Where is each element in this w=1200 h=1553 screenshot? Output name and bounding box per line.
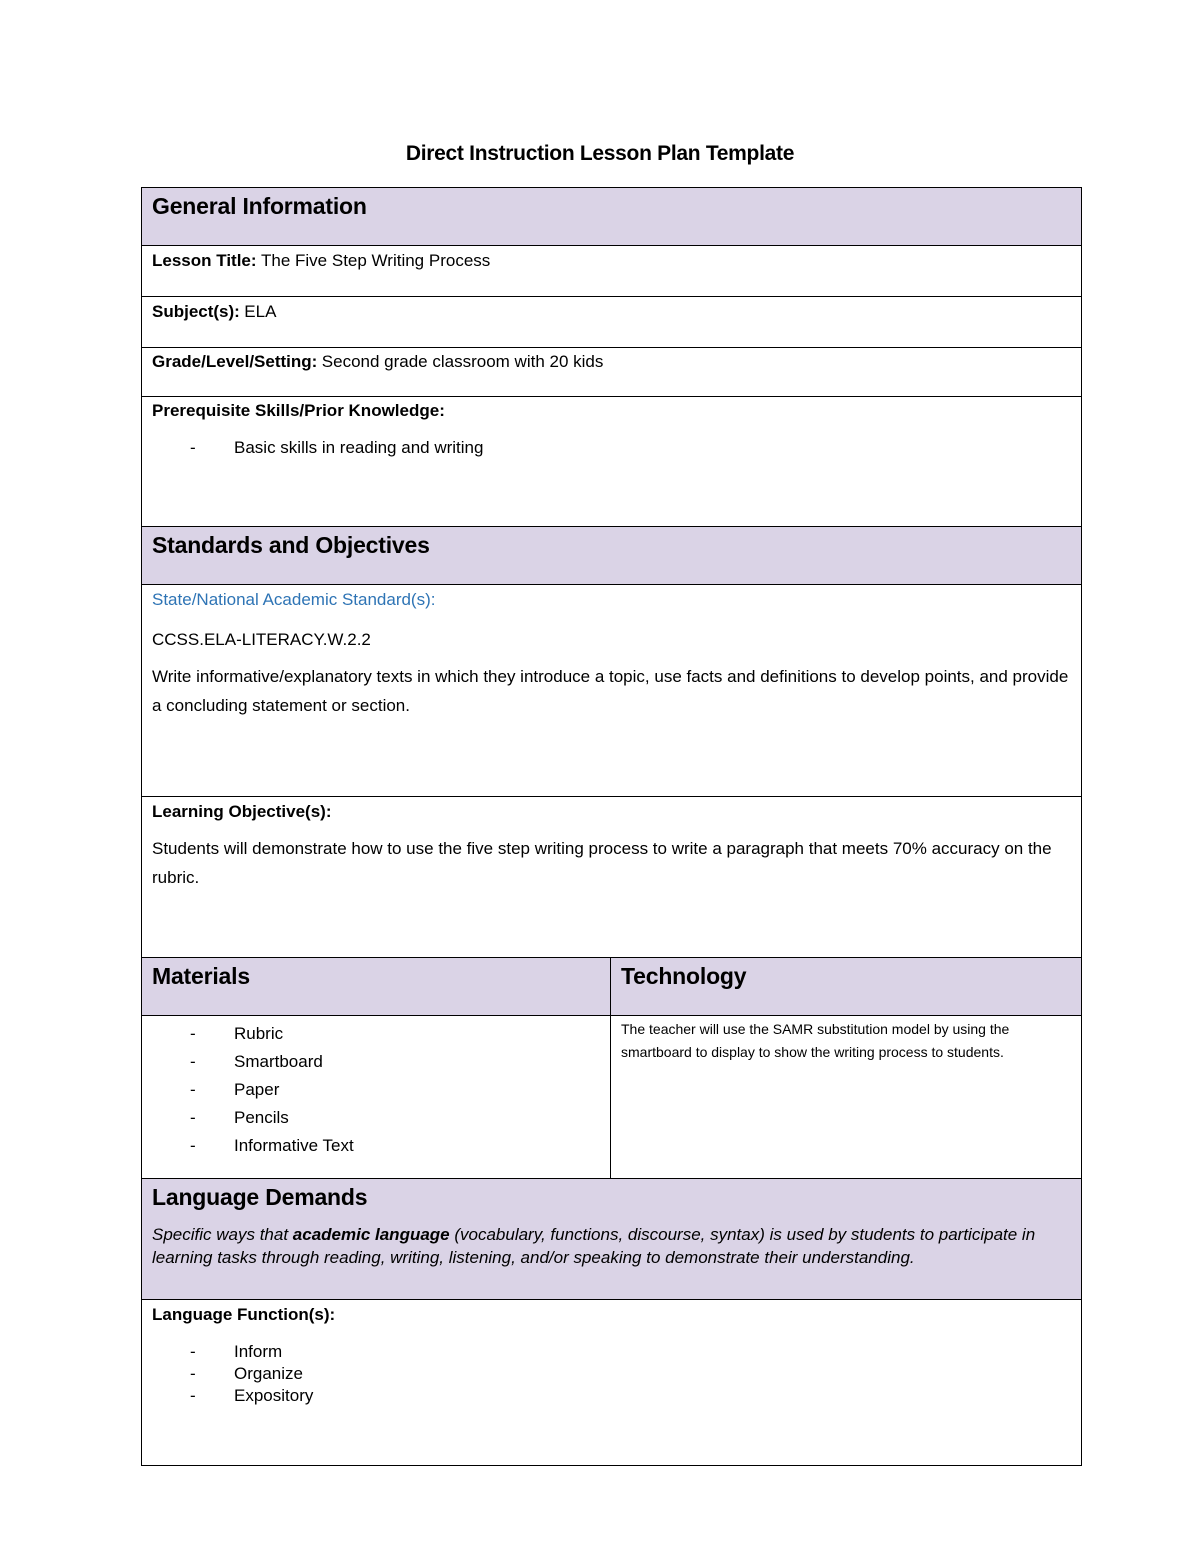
language-functions-row	[142, 1300, 1082, 1466]
materials-technology-row	[142, 1016, 1082, 1179]
standards-header: Standards and Objectives	[152, 532, 430, 558]
standard-code: CCSS.ELA-LITERACY.W.2.2	[152, 630, 371, 649]
lesson-title-value: The Five Step Writing Process	[261, 251, 491, 270]
list-item: - Basic skills in reading and writing	[190, 437, 1071, 459]
subjects-value: ELA	[244, 302, 277, 321]
grade-value: Second grade classroom with 20 kids	[321, 352, 604, 371]
list-item: - Smartboard	[190, 1048, 600, 1076]
prereq-label: Prerequisite Skills/Prior Knowledge:	[152, 401, 445, 420]
document-title: Direct Instruction Lesson Plan Template	[405, 142, 795, 165]
grade-row	[142, 348, 1082, 397]
language-functions-label: Language Function(s):	[152, 1305, 336, 1324]
list-item: - Organize	[190, 1363, 1071, 1385]
list-item: - Pencils	[190, 1104, 600, 1132]
technology-header: Technology	[621, 963, 747, 989]
materials-technology-header-row	[142, 958, 1082, 1016]
standard-text: Write informative/explanatory texts in which they introduce a topic, use facts and definitions to develop points, and provide a concluding statement or section.	[152, 667, 1069, 715]
list-item: - Rubric	[190, 1020, 600, 1048]
standard-label: State/National Academic Standard(s):	[152, 590, 436, 609]
prereq-list	[152, 437, 1071, 459]
objective-text: Students will demonstrate how to use the five step writing process to write a paragraph that meets 70% accuracy on the rubric.	[152, 839, 1052, 887]
objective-row	[142, 797, 1082, 958]
lesson-title-row	[142, 246, 1082, 297]
general-info-header: General Information	[152, 193, 367, 219]
language-header-row	[142, 1179, 1082, 1300]
language-functions-list	[152, 1341, 1071, 1407]
list-item: - Paper	[190, 1076, 600, 1104]
language-header: Language Demands	[152, 1184, 368, 1210]
language-description: Specific ways that academic language (vocabulary, functions, discourse, syntax) is used by students to participate in learning tasks through reading, writing, listening, and/or speaking to demonstrate their understanding.	[152, 1225, 1036, 1267]
general-info-header-row	[142, 188, 1082, 246]
materials-header: Materials	[152, 963, 250, 989]
lesson-title-label: Lesson Title:	[152, 251, 257, 270]
grade-label: Grade/Level/Setting:	[152, 352, 318, 371]
subjects-label: Subject(s):	[152, 302, 240, 321]
list-item: - Informative Text	[190, 1132, 600, 1160]
technology-text: The teacher will use the SAMR substitution model by using the smartboard to display to show the writing process to students.	[621, 1021, 1010, 1060]
objective-label: Learning Objective(s):	[152, 802, 332, 821]
subjects-row	[142, 297, 1082, 348]
list-item: - Inform	[190, 1341, 1071, 1363]
lesson-plan-table	[141, 187, 1082, 1466]
standard-row	[142, 585, 1082, 797]
standards-header-row	[142, 527, 1082, 585]
materials-list	[152, 1020, 600, 1160]
list-item: - Expository	[190, 1385, 1071, 1407]
academic-language-term: academic language	[292, 1225, 450, 1244]
prereq-row	[142, 397, 1082, 527]
general-info-header-cell	[142, 188, 1082, 246]
